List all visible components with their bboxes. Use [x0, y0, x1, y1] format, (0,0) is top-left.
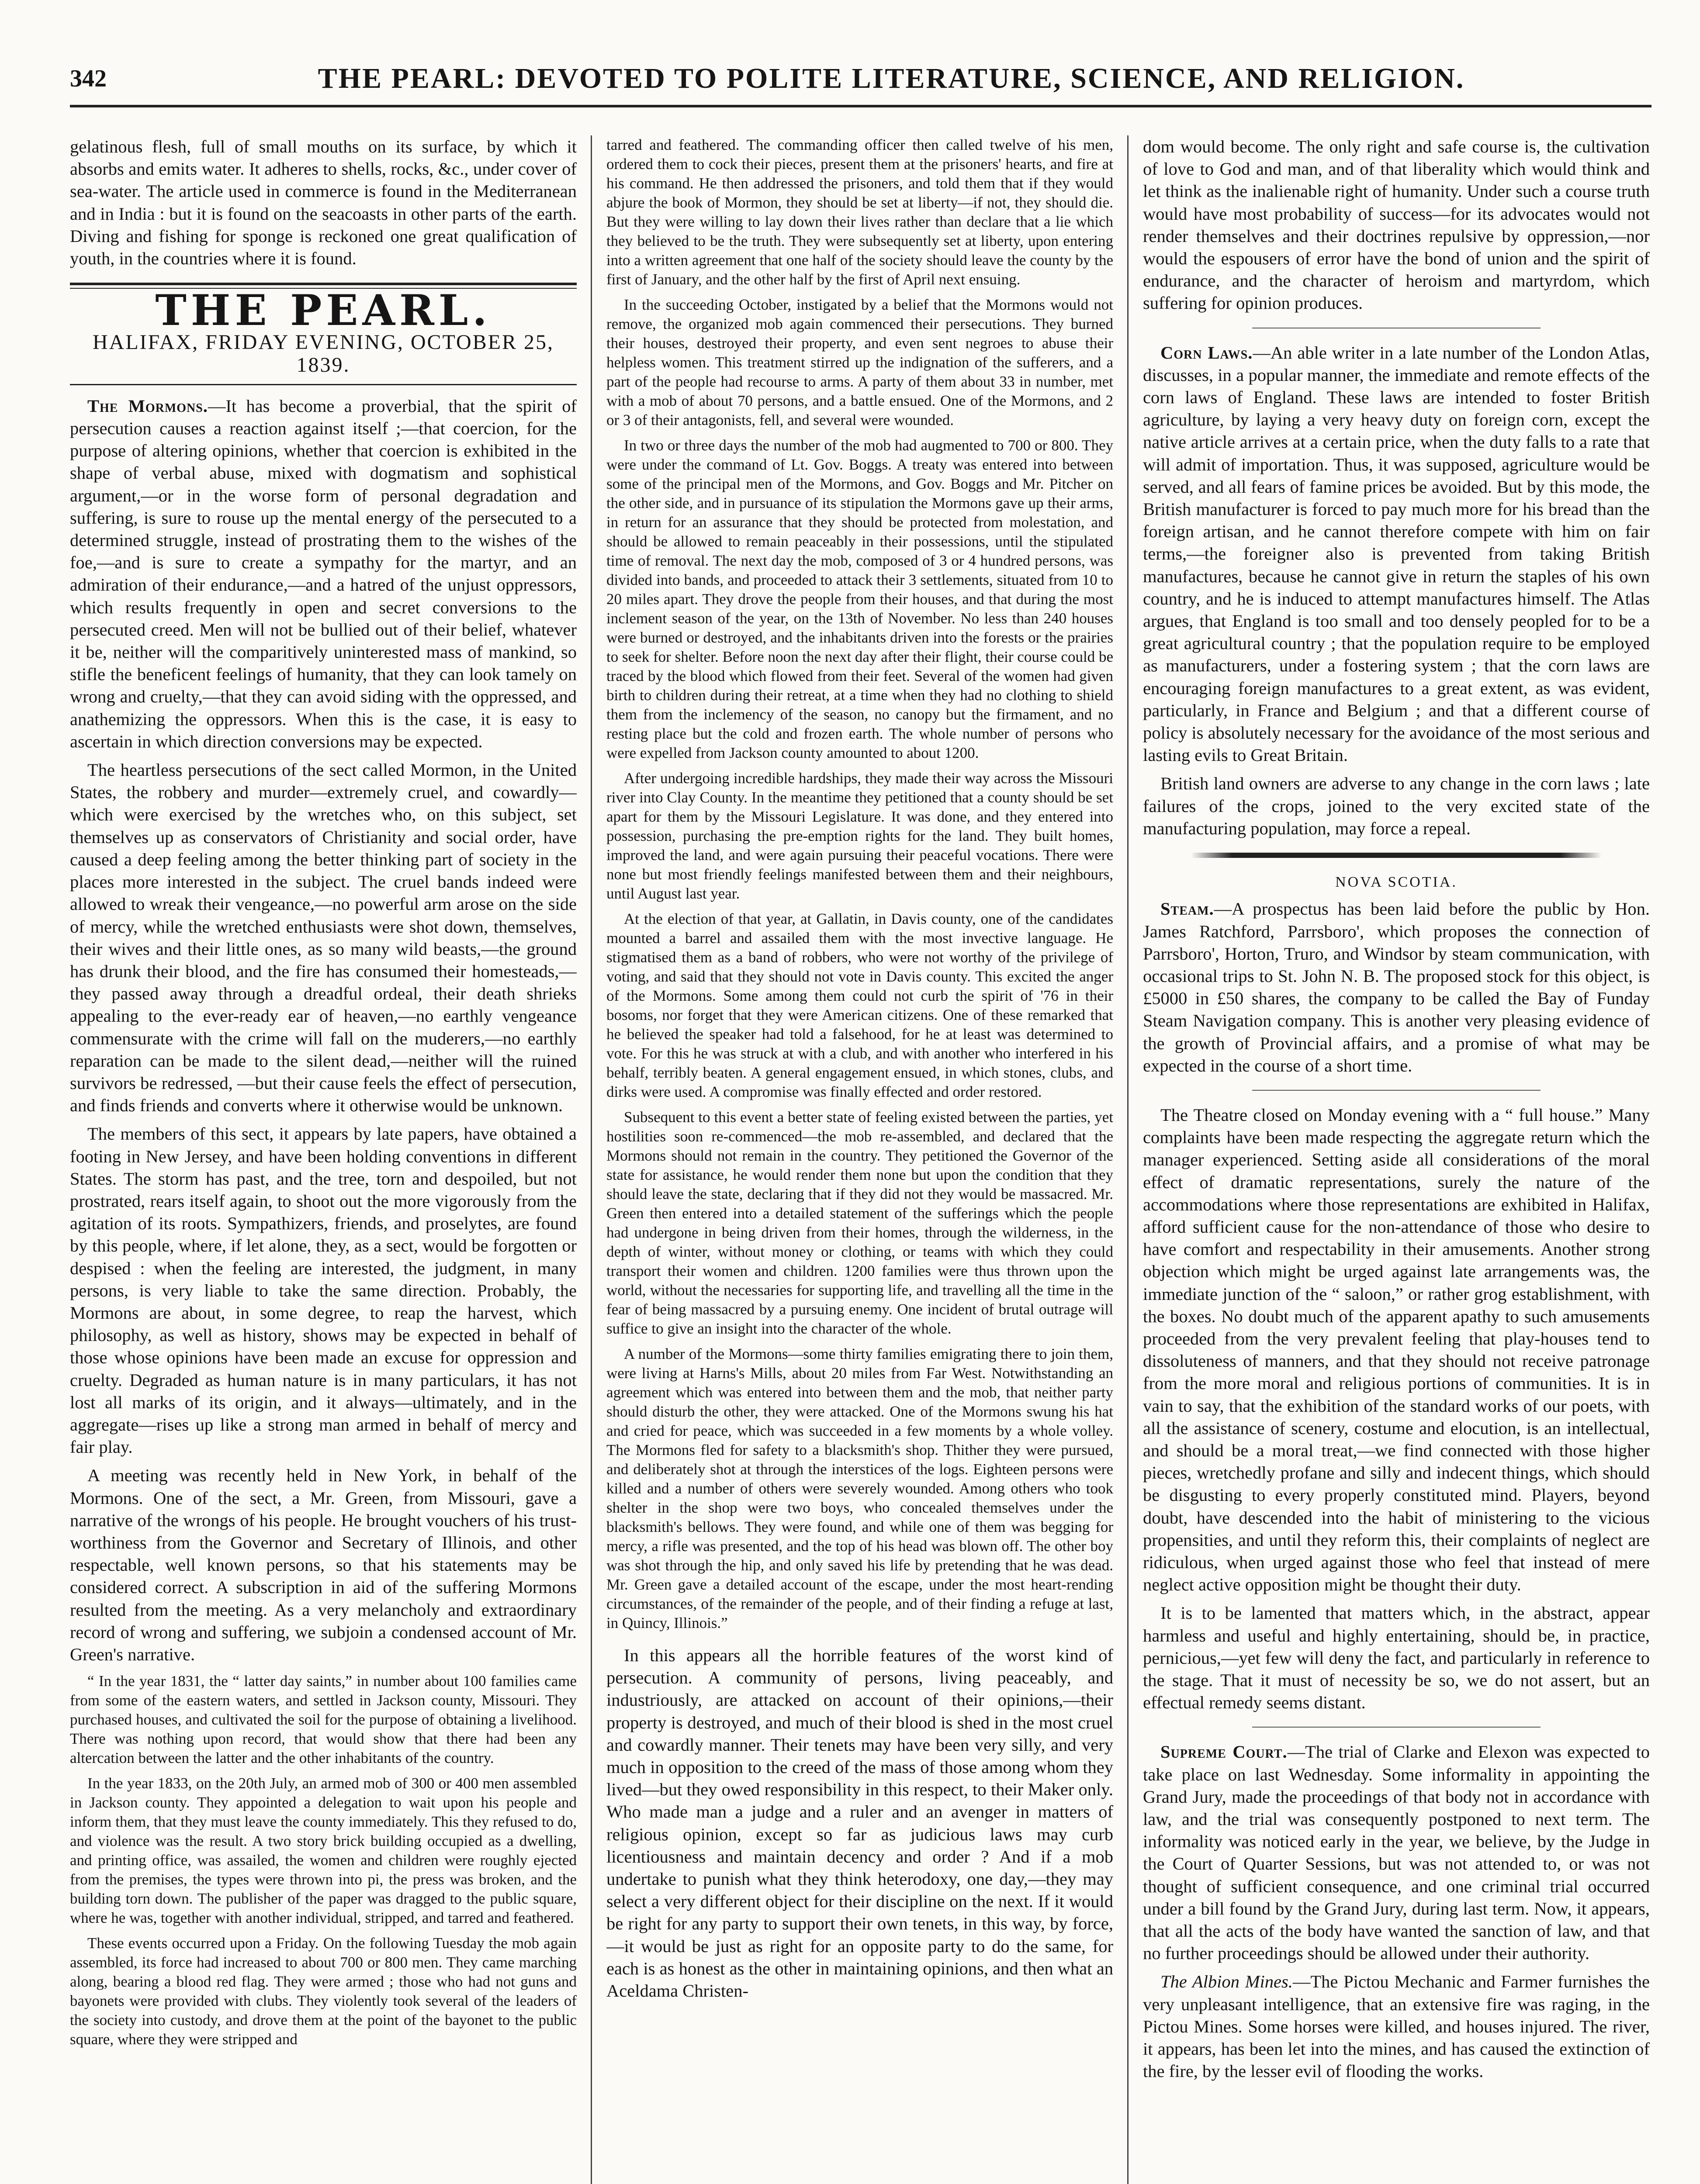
narrative-paragraph: At the election of that year, at Gallatin, in Davis county, one of the candidates mounted a barrel and assailed them with the most invective language. He stigmatised them as a band of robbers, who were not worthy of the privilege of voting, and said that they should not vote in Davis county. This excited the anger of the Mormons. Some among them could not curb the spirit of '76 in their bosoms, nor forget that they were American citizens. One of these remarked that he believed the speaker had told a falsehood, for he at least was determined to vote. For this he was struck at with a club, and with another who interfered in his behalf, terribly beaten. A general engagement ensued, in which stones, clubs, and dirks were used. A compromise was finally effected and order restored.	[606, 910, 1113, 1100]
article-paragraph: British land owners are adverse to any change in the corn laws ; late failures of the crops, joined to the very excited state of the manufacturing population, may force a repeal.	[1143, 774, 1650, 838]
narrative-paragraph: These events occurred upon a Friday. On the following Tuesday the mob again assembled, its force had increased to about 700 or 800 men. They came marching along, bearing a blood red flag. They were armed ; those who had not guns and bayonets were provided with clubs. They violently took several of the leaders of the society into custody, and drove them at the point of the bayonet to the public square, where they were stripped and	[70, 1935, 577, 2048]
article-paragraph: The heartless persecutions of the sect called Mormon, in the United States, the robbery and murder—extremely cruel, and cowardly—which were exercised by the wretches who, on this subject, set themselves up as conservators of Christianity and social order, have caused a deep feeling among the better thinking part of society in the places more interested in the subject. The cruel bands indeed were allowed to wreak their vengeance,—no powerful arm arose on the side of mercy, while the wretched enthusiasts were shot down, themselves, their wives and their little ones, as so many wild beasts,—the ground has drunk their blood, and the fire has consumed their homesteads,—they passed away through a dreadful ordeal, their death shrieks appealing to the ever-ready ear of heaven,—no earthly vengeance commensurate with the crime will fall on the muderers,—no earthly reparation can be made to the silent dead,—neither will the ruined survivors be redressed, —but their cause feels the effect of persecution, and finds friends and converts where it otherwise would be unknown.	[70, 760, 577, 1116]
masthead-block	[70, 283, 577, 385]
ornamental-rule	[1191, 853, 1602, 858]
narrative-paragraph: After undergoing incredible hardships, they made their way across the Missouri river into Clay County. In the meantime they petitioned that a county should be set apart for them by the Missouri Legislature. It was done, and they entered into possession, purchasing the pre-emption rights for the land. They built homes, improved the land, and were again pursuing their peaceful vocations. There were none but most friendly feelings manifested between them and their neighbours, until August last year.	[606, 770, 1113, 902]
section-divider	[1252, 1727, 1541, 1728]
column-2	[606, 135, 1113, 2184]
column-1	[70, 135, 577, 2184]
article-label: Corn Laws.	[1160, 342, 1253, 363]
editorial-conclusion: dom would become. The only right and safe course is, the cultivation of love to God and man, and of that liberality which would think and let think as the inalienable right of humanity. Under such a course truth would have most probability of success—for its advocates would not render themselves and their doctrines repulsive by oppression,—nor would the espousers of error have the bond of union and the spirit of endurance, and the character of heroism and martyrdom, which suffering for opinion produces.	[1143, 137, 1650, 313]
article-mormons-intro	[70, 395, 577, 753]
article-label: The Mormons.	[87, 396, 208, 416]
article-text: —The trial of Clarke and Elexon was expected to take place on last Wednesday. Some informality in appointing the Grand Jury, made the proceedings of that body not in accordance with law, and the trial was consequently postponed to next term. The informality was noticed early in the year, we believe, by the Judge in the Court of Quarter Sessions, but was not attended to, or was not thought of sufficient consequence, and one criminal trial occurred under a bill found by the Grand Jury, during last term. Now, it appears, that all the acts of the body have wanted the sanction of law, and that no further proceedings should be allowed under their authority.	[1143, 1742, 1650, 1963]
running-title: THE PEARL: DEVOTED TO POLITE LITERATURE, SCIENCE, AND RELIGION.	[318, 62, 1465, 94]
narrative-paragraph: A number of the Mormons—some thirty families emigrating there to join them, were living at Harns's Mills, about 20 miles from Far West. Notwithstanding an agreement which was entered into between them and the mob, that neither party should disturb the other, they were attacked. One of the Mormons swung his hat and cried for peace, which was succeeded in a few moments by a whole volley. The Mormons fled for safety to a blacksmith's shop. Thither they were pursued, and deliberately shot at through the interstices of the logs. Eighteen persons were killed and a number of others were severely wounded. Among others who took shelter in the shop were two boys, who concealed themselves under the blacksmith's bellows. They were found, and while one of them was begging for mercy, a rifle was presented, and the top of his head was blown off. The other boy was shot through the hip, and only saved his life by pretending that he was dead. Mr. Green gave a detailed account of the escape, under the most heart-rending circumstances, of the remainder of the people, and of their finding a refuge at last, in Quincy, Illinois.”	[606, 1345, 1113, 1631]
section-heading: NOVA SCOTIA.	[1335, 874, 1458, 891]
masthead-title: THE PEARL.	[155, 286, 492, 335]
article-supreme-court	[1143, 1741, 1650, 1964]
dateline: HALIFAX, FRIDAY EVENING, OCTOBER 25, 1839.	[70, 329, 577, 385]
article-text: —The Pictou Mechanic and Farmer furnishes the very unpleasant intelligence, that an extensive fire was raging, in the Pictou Mines. Some horses were killed, and houses injured. The river, it appears, has been let into the mines, and has caused the extinction of the fire, by the lesser evil of flooding the works.	[1143, 1972, 1650, 2081]
narrative-paragraph: tarred and feathered. The commanding officer then called twelve of his men, ordered them to cock their pieces, present them at the prisoners' hearts, and fire at his command. He then addressed the prisoners, and told them that if they would abjure the book of Mormon, they should be set at liberty—if not, they should die. But they were willing to lay down their lives rather than declare that a lie which they believed to be the truth. They were subsequently set at liberty, upon entering into a written agreement that one half of the society should leave the county by the first of January, and the other half by the first of April next ensuing.	[606, 136, 1113, 288]
article-corn-laws	[1143, 342, 1650, 767]
article-paragraph: The members of this sect, it appears by late papers, have obtained a footing in New Jersey, and have been holding conventions in different States. The storm has past, and the tree, torn and despoiled, but not prostrated, rears itself again, to shoot out the more vigorously from the agitation of its roots. Sympathizers, friends, and proselytes, are found by this people, where, if let alone, they, as a sect, would be forgotten or despised : when the feeling are interested, the judgment, in many persons, is very liable to take the same direction. Probably, the Mormons are about, in some degree, to reap the harvest, which philosophy, as well as history, shows may be expected in behalf of those whose opinions have been made an excuse for oppression and cruelty. Degraded as human nature is in many particulars, it has not lost all marks of its origin, and it always—ultimately, and in the aggregate—rises up like a strong man armed in behalf of mercy and fair play.	[70, 1124, 577, 1457]
article-theatre: The Theatre closed on Monday evening with a “ full house.” Many complaints have been made respecting the aggregate return which the manager experienced. Setting aside all considerations of the moral effect of dramatic representations, surely the nature of the accommodations where those representations are exhibited in Halifax, afford sufficient cause for the non-attendance of those who desire to have comfort and respectability in their amusements. Another strong objection which might be urged against late arrangements was, the immediate junction of the “ saloon,” or rather grog establishment, with the boxes. No doubt much of the apparent apathy to such amusements proceeded from the very prevalent feeling that play-houses tend to dissoluteness of manners, and that they should not receive patronage from the more moral and religious portions of communities. It is in vain to say, that the exhibition of the standard works of our poets, with all the assistance of scenery, costume and elocution, is an intellectual, and should be a moral treat,—we find connected with those higher pieces, wretchedly profane and silly and indecent things, which should be disgusting to every properly constituted mind. Players, beyond doubt, have descended into the habit of ministering to the vicious propensities, and until they reform this, their complaints of neglect are ridiculous, when urged against those who feel that instead of mere neglect active opposition might be thought their duty.	[1143, 1105, 1650, 1595]
narrative-paragraph: In the year 1833, on the 20th July, an armed mob of 300 or 400 men assembled in Jackson county. They appointed a delegation to wait upon his people and inform them, that they must leave the county immediately. This they refused to do, and violence was the result. A two story brick building occupied as a dwelling, and printing office, was assailed, the women and children were roughly ejected from the premises, the types were thrown into pi, the press was broken, and the building torn down. The publisher of the paper was dragged to the public square, where he was, together with another individual, stripped, and tarred and feathered.	[70, 1775, 577, 1927]
article-paragraph: It is to be lamented that matters which, in the abstract, appear harmless and useful and highly entertaining, should be, in practice, pernicious,—yet few will deny the fact, and particularly in reference to the stage. That it must of necessity be so, we do not assert, but an effectual remedy seems distant.	[1143, 1603, 1650, 1713]
article-steam	[1143, 898, 1650, 1077]
page-header	[70, 52, 1652, 107]
article-label: Steam.	[1160, 899, 1214, 919]
article-paragraph: A meeting was recently held in New York, in behalf of the Mormons. One of the sect, a Mr. Green, from Missouri, gave a narrative of the wrongs of his people. He brought vouchers of his trust-worthiness from the Governor and Secretary of Illinois, and other respectable, well known persons, so that his statements may be considered correct. A subscription in aid of the suffering Mormons resulted from the meeting. As a very melancholy and extraordinary record of wrong and suffering, we subjoin a condensed account of Mr. Green's narrative.	[70, 1465, 577, 1664]
editorial-paragraph: In this appears all the horrible features of the worst kind of persecution. A community of persons, living peaceably, and industriously, are attacked on account of their opinions,—their property is destroyed, and much of their blood is shed in the most cruel and cowardly manner. Their tenets may have been very silly, and very much in opposition to the creed of the mass of those among whom they lived—but they owed responsibility in this respect, to their Maker only. Who made man a judge and a ruler and an avenger in matters of religious opinion, except so far as judicious laws may curb licentiousness and maintain decency and order ? And if a mob undertake to punish what they think heterodoxy, one day,—they may select a very different object for their discipline on the next. If it would be right for any party to support their own tenets, in this way, by force,—it would be just as right for an opposite party to do the same, for each is as honest as the other in maintaining opinions, and then what an Aceldama Christen-	[606, 1645, 1113, 2001]
narrative-paragraph: “ In the year 1831, the “ latter day saints,” in number about 100 families came from some of the eastern waters, and settled in Jackson county, Missouri. They purchased houses, and cultivated the soil for the purpose of obtaining a livelihood. There was nothing upon record, that would show that there had been any altercation between the latter and the other inhabitants of the country.	[70, 1673, 577, 1767]
column-rule	[1127, 135, 1129, 2184]
narrative-paragraph: In the succeeding October, instigated by a belief that the Mormons would not remove, the organized mob again commenced their persecutions. They burned their houses, destroyed their property, and even sent negroes to abuse their helpless women. This treatment stirred up the indignation of the sufferers, and a part of the people had recourse to arms. A party of them about 33 in number, met with a mob of about 70 persons, and a battle ensued. One of the Mormons, and 2 or 3 of their antagonists, fell, and several were wounded.	[606, 296, 1113, 429]
column-rule	[591, 135, 592, 2184]
masthead-rule	[70, 283, 577, 285]
article-albion-mines	[1143, 1970, 1650, 2082]
article-label: The Albion Mines.	[1160, 1972, 1293, 1992]
column-3	[1143, 135, 1650, 2184]
page-number: 342	[70, 65, 107, 92]
article-text: —An able writer in a late number of the London Atlas, discusses, in a popular manner, the immediate and remote effects of the corn laws of England. These laws are intended to foster British agriculture, by laying a very heavy duty on foreign corn, except the native article arrives at a certain price, when the duty falls to a rate that will admit of importation. Thus, it was supposed, agriculture would be served, and all fears of famine prices be avoided. But by this mode, the British manufacturer is forced to pay much more for his bread than the foreign artisan, and he cannot therefore compete with him on fair terms,—the foreigner also is prevented from taking British manufactures, because he cannot give in return the staples of his own country, and he is induced to attempt manufactures himself. The Atlas argues, that England is too small and too densely peopled for to be a great agricultural country ; that the population require to be employed as manufacturers, under a fostering system ; that the corn laws are encouraging foreign manufactures to a great extent, as was evident, particularly, in France and Belgium ; and that a different course of policy is absolutely necessary for the avoidance of the most serious and lasting evils to Great Britain.	[1143, 342, 1650, 765]
article-text: —It has become a proverbial, that the spirit of persecution causes a reaction against itself ;—that coercion, for the purpose of altering opinions, whether that coercion is exhibited in the shape of verbal abuse, mixed with dogmatism and sophistical argument,—or in the worse form of personal degradation and suffering, is sure to rouse up the mental energy of the persecuted to a determined struggle, instead of prostrating them to the wishes of the foe,—and is sure to create a sympathy for the martyr, and an admiration of their endurance,—and a hatred of the unjust oppressors, which results frequently in open and secret conversions to the persecuted creed. Men will not be bullied out of their belief, whatever it be, neither will the comparitively uninterested mass of mankind, so stifle the beneficent feelings of humanity, that they can look tamely on wrong and cruelty,—that they can avoid siding with the oppressed, and anathemizing the oppressors. When this is the case, it is easy to ascertain in which direction conversions may be expected.	[70, 396, 577, 751]
article-label: Supreme Court.	[1160, 1742, 1288, 1762]
sponge-continuation: gelatinous flesh, full of small mouths on its surface, by which it absorbs and emits water. It adheres to shells, rocks, &c., under cover of sea-water. The article used in commerce is found in the Mediterranean and in India : but it is found on the seacoasts in other parts of the earth. Diving and fishing for sponge is reckoned one great qualification of youth, in the countries where it is found.	[70, 137, 577, 269]
narrative-paragraph: In two or three days the number of the mob had augmented to 700 or 800. They were under the command of Lt. Gov. Boggs. A treaty was entered into between some of the principal men of the Mormons, and Gov. Boggs and Mr. Pitcher on the other side, and in pursuance of its stipulation the Mormons gave up their arms, in return for an assurance that they should be protected from molestation, and should be allowed to remain peaceably in their possessions, until the stipulated time of removal. The next day the mob, composed of 3 or 4 hundred persons, was divided into bands, and proceeded to attack their 3 settlements, situated from 10 to 20 miles apart. They drove the people from their houses, and that during the most inclement season of the year, on the 13th of November. No less than 240 houses were burned or destroyed, and the inhabitants driven into the forests or the prairies to seek for shelter. Before noon the next day after their flight, their course could be traced by the blood which flowed from their feet. Several of the women had given birth to children during their retreat, at a time when they had no clothing to shield them from the inclemency of the season, no canopy but the firmament, and no resting place but the cold and frozen earth. The whole number of persons who were expelled from Jackson county amounted to about 1200.	[606, 437, 1113, 761]
narrative-quote-continued	[606, 135, 1113, 1633]
article-text: —A prospectus has been laid before the public by Hon. James Ratchford, Parrsboro', which proposes the connection of Parrsboro', Horton, Truro, and Windsor by steam communication, with occasional trips to St. John N. B. The proposed stock for this object, is £5000 in £50 shares, the company to be called the Bay of Funday Steam Navigation company. This is another very pleasing evidence of the growth of Provincial affairs, and a promise of what may be expected in the course of a short time.	[1143, 899, 1650, 1075]
narrative-quote	[70, 1672, 577, 2049]
newspaper-page	[70, 52, 1652, 2184]
narrative-paragraph: Subsequent to this event a better state of feeling existed between the parties, yet hostilities soon re-commenced—the mob re-assembled, and declared that the Mormons should not remain in the country. They petitioned the Governor of the state for assistance, he would render them none but upon the condition that they should leave the state, declaring that if they did not they would be massacred. Mr. Green then entered into a detailed statement of the sufferings which the people had undergone in being driven from their homes, through the wilderness, in the depth of winter, without money or clothing, or teams with which they could transport their women and children. 1200 families were thus thrown upon the world, without the necessaries for supporting life, and travelling all the time in the fear of being massacred by a pursuing enemy. One incident of brutal outrage will suffice to give an insight into the character of the whole.	[606, 1109, 1113, 1337]
section-divider	[1252, 1090, 1541, 1091]
